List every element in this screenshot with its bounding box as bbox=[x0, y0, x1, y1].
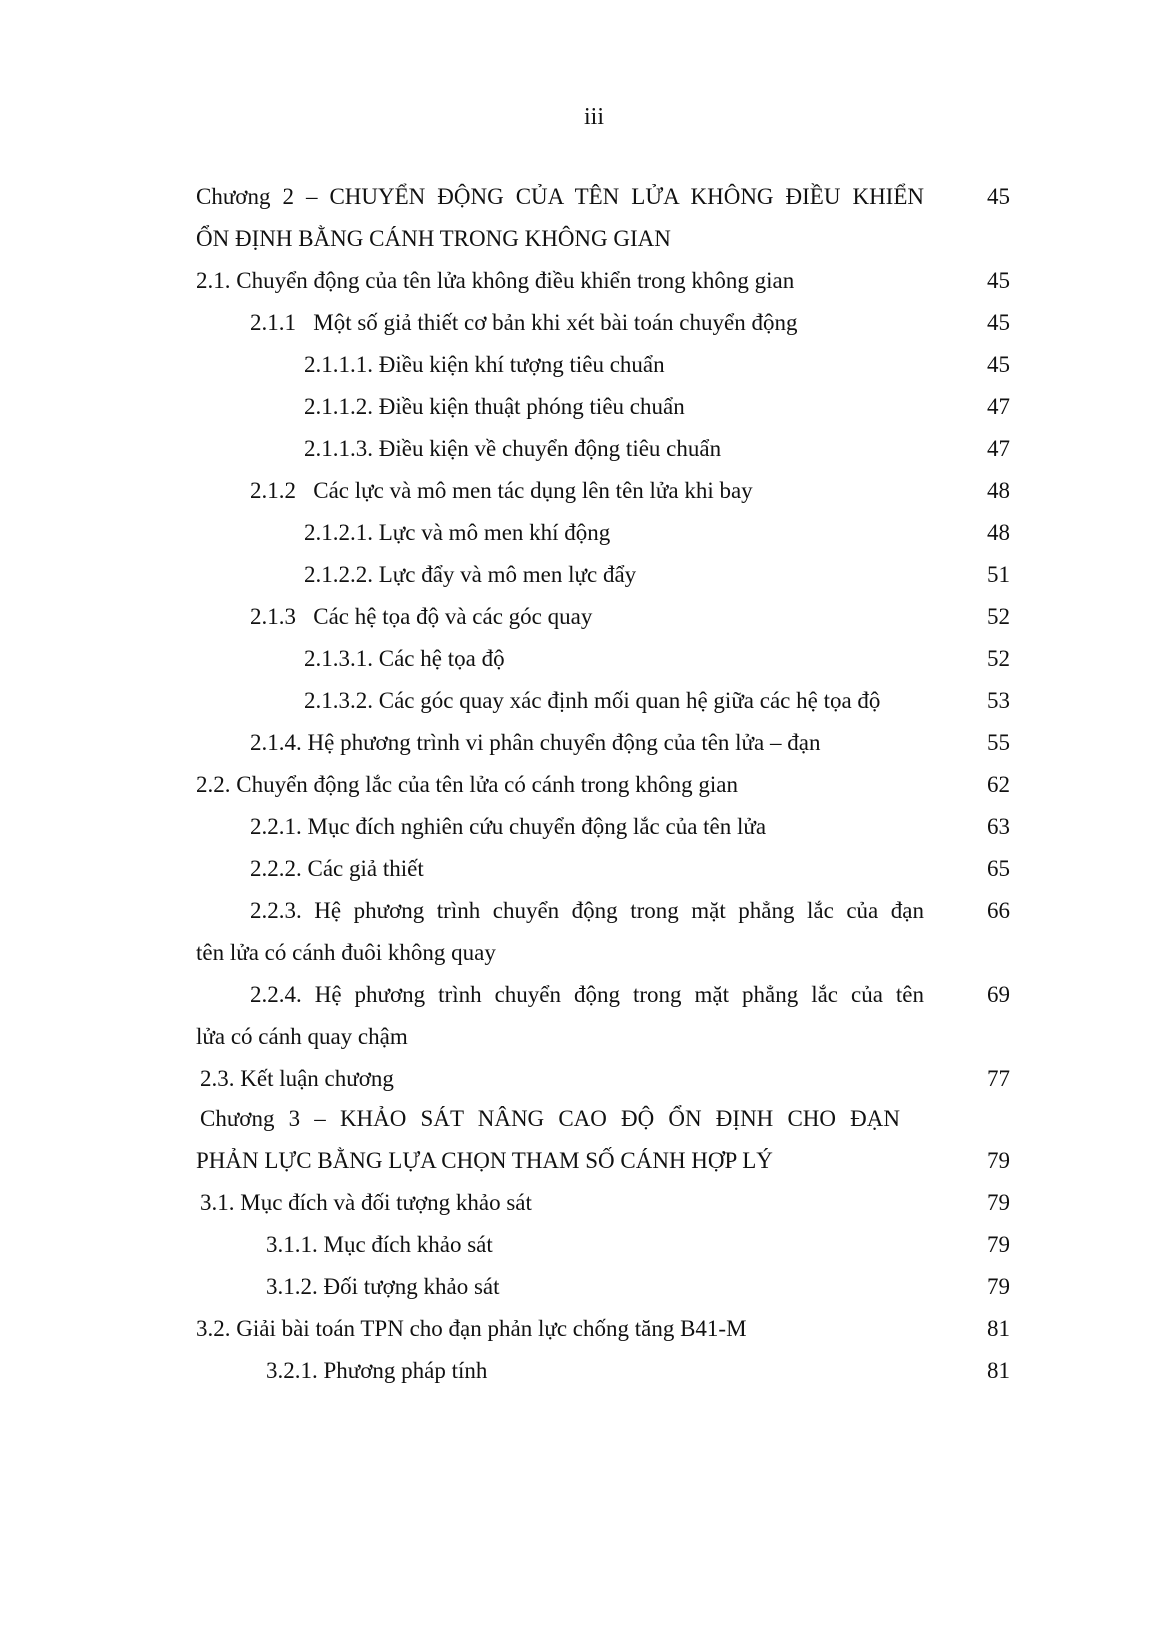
toc-entry bbox=[0, 176, 1158, 218]
toc-entry-title: Chương 3 – KHẢO SÁT NÂNG CAO ĐỘ ỔN ĐỊNH CHO ĐẠN bbox=[200, 1106, 900, 1131]
toc-entry-page-number: 47 bbox=[987, 436, 1010, 461]
toc-entry bbox=[0, 722, 1158, 764]
toc-entry-page-number: 79 bbox=[987, 1148, 1010, 1173]
toc-entry bbox=[0, 386, 1158, 428]
toc-entry-title: 2.2.3. Hệ phương trình chuyển động trong mặt phẳng lắc của đạn bbox=[250, 898, 924, 923]
toc-entry-title: 2.2.4. Hệ phương trình chuyển động trong mặt phẳng lắc của tên bbox=[250, 982, 924, 1007]
toc-entry bbox=[0, 260, 1158, 302]
toc-entry-page-number: 45 bbox=[987, 184, 1010, 209]
toc-entry bbox=[0, 218, 1158, 260]
toc-entry-page-number: 52 bbox=[987, 604, 1010, 629]
toc-entry-title: Chương 2 – CHUYỂN ĐỘNG CỦA TÊN LỬA KHÔNG ĐIỀU KHIỂN bbox=[196, 184, 924, 209]
toc-entry-title: 2.2.1. Mục đích nghiên cứu chuyển động lắc của tên lửa bbox=[250, 814, 767, 839]
toc-entry-page-number: 52 bbox=[987, 646, 1010, 671]
toc-entry-title: PHẢN LỰC BẰNG LỰA CHỌN THAM SỐ CÁNH HỢP LÝ bbox=[196, 1148, 773, 1173]
toc-entry-title: 2.1.3 Các hệ tọa độ và các góc quay bbox=[250, 604, 593, 629]
toc-entry bbox=[0, 848, 1158, 890]
toc-entry-page-number: 69 bbox=[987, 982, 1010, 1007]
toc-entry-page-number: 48 bbox=[987, 478, 1010, 503]
toc-entry-title: 3.1.1. Mục đích khảo sát bbox=[266, 1232, 493, 1257]
toc-entry-title: 2.3. Kết luận chương bbox=[200, 1066, 394, 1091]
toc-entry-title: lửa có cánh quay chậm bbox=[196, 1024, 408, 1049]
toc-entry-title: 2.1.2.1. Lực và mô men khí động bbox=[304, 520, 611, 545]
toc-entry bbox=[0, 1016, 1158, 1058]
toc-entry-page-number: 45 bbox=[987, 268, 1010, 293]
toc-entry-page-number: 79 bbox=[987, 1232, 1010, 1257]
toc-entry-page-number: 55 bbox=[987, 730, 1010, 755]
toc-entry bbox=[0, 554, 1158, 596]
page-number: iii bbox=[583, 104, 604, 130]
toc-entry-title: 2.1.3.1. Các hệ tọa độ bbox=[304, 646, 505, 671]
toc-entry-title: 2.1.1 Một số giả thiết cơ bản khi xét bài toán chuyển động bbox=[250, 310, 798, 335]
toc-entry-title: 2.1.1.1. Điều kiện khí tượng tiêu chuẩn bbox=[304, 352, 665, 377]
toc-entry-page-number: 66 bbox=[987, 898, 1010, 923]
toc-entry bbox=[0, 974, 1158, 1016]
toc-entry-title: 2.2.2. Các giả thiết bbox=[250, 856, 424, 881]
toc-entry bbox=[0, 1182, 1158, 1224]
toc-entry-page-number: 63 bbox=[987, 814, 1010, 839]
toc-entry bbox=[0, 890, 1158, 932]
toc-entry-title: 2.1.4. Hệ phương trình vi phân chuyển động của tên lửa – đạn bbox=[250, 730, 821, 755]
toc-entry-title: 2.1.1.3. Điều kiện về chuyển động tiêu chuẩn bbox=[304, 436, 722, 461]
toc-entry-title: 2.1. Chuyển động của tên lửa không điều khiển trong không gian bbox=[196, 268, 795, 293]
toc-entry-page-number: 45 bbox=[987, 310, 1010, 335]
toc-entry bbox=[0, 638, 1158, 680]
toc-entry bbox=[0, 1266, 1158, 1308]
toc-entry-page-number: 51 bbox=[987, 562, 1010, 587]
toc-entry-page-number: 79 bbox=[987, 1274, 1010, 1299]
toc-entry-title: tên lửa có cánh đuôi không quay bbox=[196, 940, 496, 965]
toc-entry bbox=[0, 764, 1158, 806]
toc-entry bbox=[0, 596, 1158, 638]
toc-entry bbox=[0, 1140, 1158, 1182]
toc-entry-page-number: 62 bbox=[987, 772, 1010, 797]
toc-entry-title: 3.1.2. Đối tượng khảo sát bbox=[266, 1274, 500, 1299]
toc-entry bbox=[0, 932, 1158, 974]
toc-entry-page-number: 77 bbox=[987, 1066, 1010, 1091]
toc-entry-title: 2.1.3.2. Các góc quay xác định mối quan hệ giữa các hệ tọa độ bbox=[304, 688, 881, 713]
toc-entry bbox=[0, 1058, 1158, 1100]
toc-entry bbox=[0, 344, 1158, 386]
toc-entry bbox=[0, 680, 1158, 722]
toc-entry-title: 2.1.2 Các lực và mô men tác dụng lên tên lửa khi bay bbox=[250, 478, 753, 503]
toc-entry bbox=[0, 1098, 1158, 1140]
toc-entry-title: 2.2. Chuyển động lắc của tên lửa có cánh trong không gian bbox=[196, 772, 738, 797]
toc-entry bbox=[0, 302, 1158, 344]
toc-entry bbox=[0, 1224, 1158, 1266]
toc-entry-page-number: 53 bbox=[987, 688, 1010, 713]
toc-entry bbox=[0, 512, 1158, 554]
toc-entry bbox=[0, 1350, 1158, 1392]
toc-entry-title: ỔN ĐỊNH BẰNG CÁNH TRONG KHÔNG GIAN bbox=[196, 226, 671, 251]
toc-entry-title: 3.2.1. Phương pháp tính bbox=[266, 1358, 488, 1383]
toc-entry-title: 3.1. Mục đích và đối tượng khảo sát bbox=[200, 1190, 532, 1215]
toc-entry-page-number: 47 bbox=[987, 394, 1010, 419]
toc-entry-page-number: 48 bbox=[987, 520, 1010, 545]
toc-entry-title: 2.1.1.2. Điều kiện thuật phóng tiêu chuẩn bbox=[304, 394, 685, 419]
toc-entry-page-number: 81 bbox=[987, 1358, 1010, 1383]
toc-entry-page-number: 81 bbox=[987, 1316, 1010, 1341]
toc-entry-title: 3.2. Giải bài toán TPN cho đạn phản lực chống tăng B41-M bbox=[196, 1316, 747, 1341]
toc-entry bbox=[0, 806, 1158, 848]
toc-entry bbox=[0, 1308, 1158, 1350]
toc-entry bbox=[0, 428, 1158, 470]
toc-entry-page-number: 65 bbox=[987, 856, 1010, 881]
toc-entry-page-number: 45 bbox=[987, 352, 1010, 377]
toc-entry bbox=[0, 470, 1158, 512]
toc-entry-title: 2.1.2.2. Lực đẩy và mô men lực đẩy bbox=[304, 562, 637, 587]
toc-entry-page-number: 79 bbox=[987, 1190, 1010, 1215]
